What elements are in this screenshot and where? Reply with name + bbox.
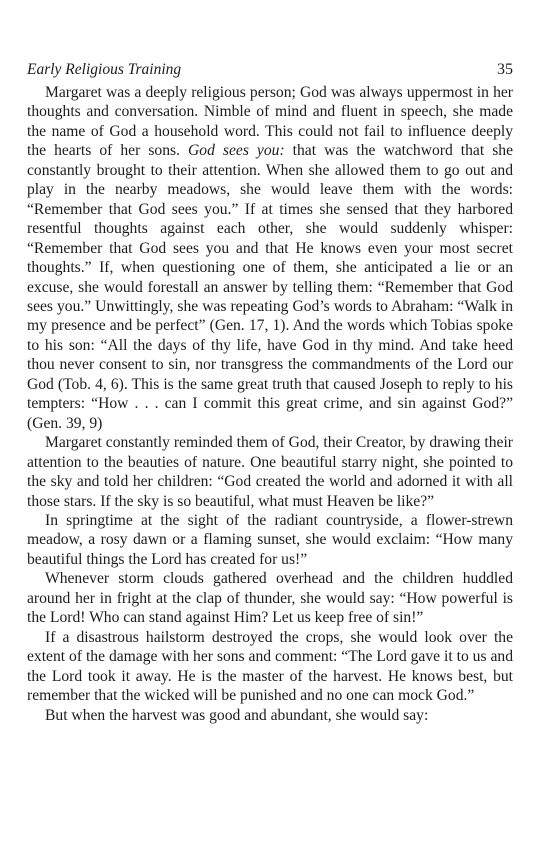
- paragraph-1: [27, 83, 513, 433]
- emphasis-god-sees-you: God sees you:: [188, 142, 285, 160]
- paragraph-6: But when the harvest was good and abundant, she would say:: [45, 706, 429, 724]
- paragraph-1-lead: Margaret was a deeply religious person; God was always uppermost in her thoughts and conversation. Nimble of mind and fluent in speech, she made the name of God a household word. This could not fail to influence deeply the hearts of her sons.: [27, 84, 513, 160]
- paragraph-3: In springtime at the sight of the radiant countryside, a flower-strewn meadow, a rosy dawn or a flaming sunset, she would exclaim: “How many beautiful things the Lord has created for us!”: [27, 511, 513, 568]
- book-page: [27, 60, 513, 725]
- running-title: Early Religious Training: [27, 61, 182, 78]
- paragraph-5: If a disastrous hailstorm destroyed the crops, she would look over the extent of the damage with her sons and comment: “The Lord gave it to us and the Lord took it away. He is the master of the harvest. He knows best, but remember that the wicked will be punished and no one can mock God.”: [27, 628, 513, 705]
- paragraph-1-rest: that was the watchword that she constantly brought to their attention. When she allowed them to go out and play in the nearby meadows, she would leave them with the words: “Remember that God sees you.” If at times she sensed that they harbored resentful thoughts against each other, she would suddenly whisper: “Remember that God sees you and that He knows even your most secret thoughts.” If, when questioning one of them, she anticipated a lie or an excuse, she would forestall an answer by telling them: “Remember that God sees you.” Unwittingly, she was repeating God’s words to Abraham: “Walk in my presence and be perfect” (Gen. 17, 1). And the words which Tobias spoke to his son: “All the days of thy life, have God in thy mind. And take heed thou never consent to sin, nor transgress the commandments of the Lord our God (Tob. 4, 6). This is the same great truth that caused Joseph to reply to his tempters: “How . . . can I commit this great crime, and sin against God?” (Gen. 39, 9): [27, 142, 514, 432]
- paragraph-2: Margaret constantly reminded them of God, their Creator, by drawing their attention to the beauties of nature. One beautiful starry night, she pointed to the sky and told her children: “God created the world and adorned it with all those stars. If the sky is so beautiful, what must Heaven be like?”: [27, 434, 513, 510]
- running-head: [27, 60, 513, 80]
- body-text: [27, 83, 513, 725]
- paragraph-4: Whenever storm clouds gathered overhead and the children huddled around her in fright at the clap of thunder, she would say: “How powerful is the Lord! Who can stand against Him? Let us keep free of sin!”: [27, 570, 513, 627]
- page-number: 35: [497, 61, 513, 78]
